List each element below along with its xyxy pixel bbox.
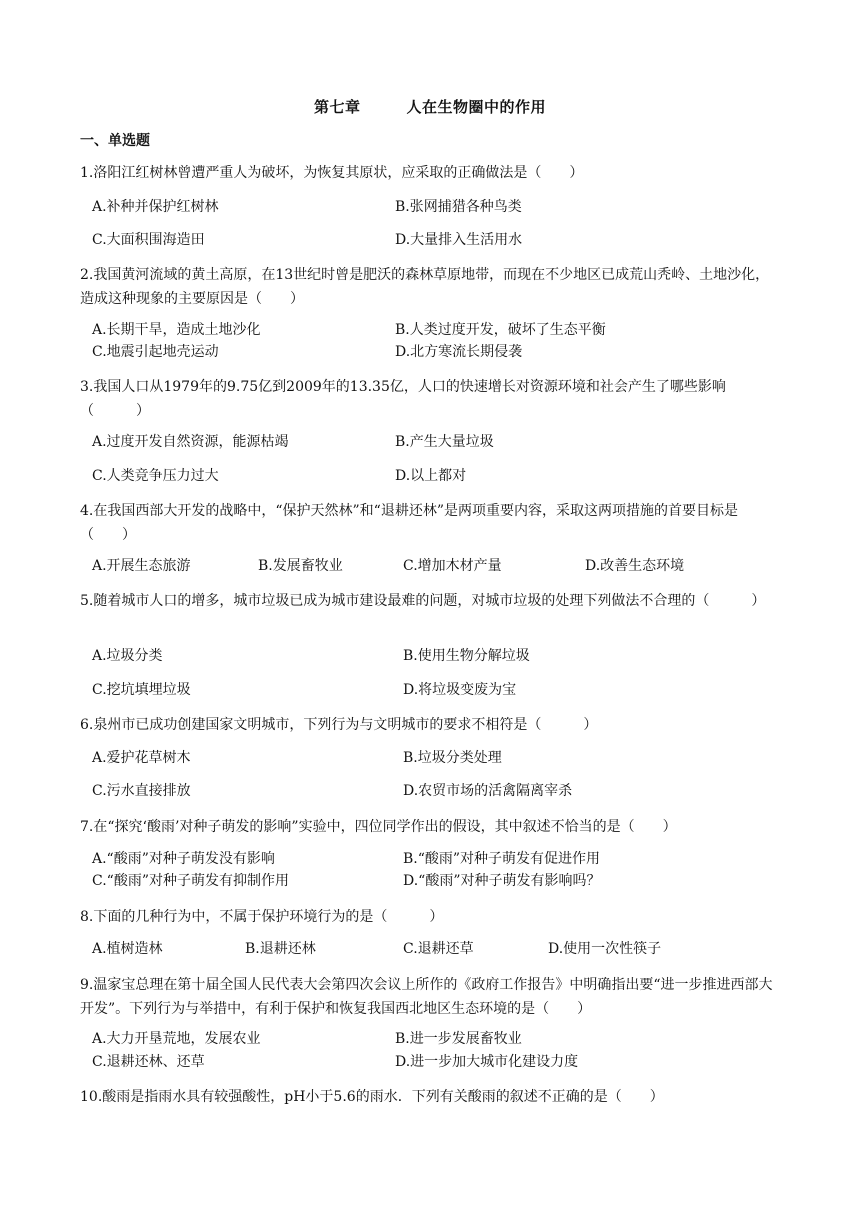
question-6-option-d[interactable]: D.农贸市场的活禽隔离宰杀 bbox=[403, 783, 573, 799]
question-7-option-b[interactable]: B.“酸雨”对种子萌发有促进作用 bbox=[403, 851, 601, 867]
question-1-option-a[interactable]: A.补种并保护红树林 bbox=[92, 199, 219, 215]
question-8-option-d[interactable]: D.使用一次性筷子 bbox=[548, 941, 662, 957]
question-7-option-c[interactable]: C.“酸雨”对种子萌发有抑制作用 bbox=[92, 873, 289, 889]
question-3-option-b[interactable]: B.产生大量垃圾 bbox=[395, 434, 494, 450]
question-8-stem: 8.下面的几种行为中，不属于保护环境行为的是（ ） bbox=[80, 909, 444, 925]
question-6-option-b[interactable]: B.垃圾分类处理 bbox=[403, 750, 502, 766]
question-4-option-a[interactable]: A.开展生态旅游 bbox=[92, 558, 191, 574]
question-8-option-b[interactable]: B.退耕还林 bbox=[245, 941, 316, 957]
question-6-stem: 6.泉州市已成功创建国家文明城市，下列行为与文明城市的要求不相符是（ ） bbox=[80, 717, 598, 733]
question-8-option-a[interactable]: A.植树造林 bbox=[92, 941, 163, 957]
question-4-option-c[interactable]: C.增加木材产量 bbox=[403, 558, 502, 574]
question-4-option-b[interactable]: B.发展畜牧业 bbox=[258, 558, 343, 574]
question-2-option-c[interactable]: C.地震引起地壳运动 bbox=[92, 344, 219, 360]
question-9-option-b[interactable]: B.进一步发展畜牧业 bbox=[395, 1031, 522, 1047]
question-1-stem: 1.洛阳江红树林曾遭严重人为破坏，为恢复其原状，应采取的正确做法是（ ） bbox=[80, 165, 584, 181]
question-9-option-d[interactable]: D.进一步加大城市化建设力度 bbox=[395, 1054, 579, 1070]
chapter-number: 第七章 bbox=[313, 98, 361, 116]
question-2-option-d[interactable]: D.北方寒流长期侵袭 bbox=[395, 344, 523, 360]
question-7-option-d[interactable]: D.“酸雨”对种子萌发有影响吗？ bbox=[403, 873, 601, 889]
page-title bbox=[0, 96, 860, 117]
question-5-option-d[interactable]: D.将垃圾变废为宝 bbox=[403, 682, 517, 698]
question-2-option-b[interactable]: B.人类过度开发，破坏了生态平衡 bbox=[395, 322, 606, 338]
question-9-option-a[interactable]: A.大力开垦荒地，发展农业 bbox=[92, 1031, 261, 1047]
question-9-option-c[interactable]: C.退耕还林、还草 bbox=[92, 1054, 205, 1070]
question-4-option-d[interactable]: D.改善生态环境 bbox=[585, 558, 685, 574]
question-9-stem: 9.温家宝总理在第十届全国人民代表大会第四次会议上所作的《政府工作报告》中明确指出要“进一步推进西部大开发”。下列行为与举措中，有利于保护和恢复我国西北地区生态环境的是（ ） bbox=[80, 977, 773, 1017]
question-6-option-c[interactable]: C.污水直接排放 bbox=[92, 783, 191, 799]
question-7-stem: 7.在“探究‘酸雨’对种子萌发的影响”实验中，四位同学作出的假设，其中叙述不恰当的是（ ） bbox=[80, 819, 677, 835]
question-1-option-c[interactable]: C.大面积围海造田 bbox=[92, 232, 205, 248]
question-3-stem: 3.我国人口从1979年的9.75亿到2009年的13.35亿，人口的快速增长对资源环境和社会产生了哪些影响（ ） bbox=[80, 379, 726, 419]
question-3-option-a[interactable]: A.过度开发自然资源，能源枯竭 bbox=[92, 434, 289, 450]
question-7-option-a[interactable]: A.“酸雨”对种子萌发没有影响 bbox=[92, 851, 275, 867]
chapter-name: 人在生物圈中的作用 bbox=[406, 98, 547, 116]
question-6-option-a[interactable]: A.爱护花草树木 bbox=[92, 750, 191, 766]
question-5-option-a[interactable]: A.垃圾分类 bbox=[92, 648, 163, 664]
question-5-option-c[interactable]: C.挖坑填埋垃圾 bbox=[92, 682, 191, 698]
question-5-stem: 5.随着城市人口的增多，城市垃圾已成为城市建设最难的问题，对城市垃圾的处理下列做法不合理的（ ） bbox=[80, 593, 766, 609]
question-10-stem: 10.酸雨是指雨水具有较强酸性，pH小于5.6的雨水．下列有关酸雨的叙述不正确的是（ ） bbox=[80, 1089, 664, 1105]
question-5-option-b[interactable]: B.使用生物分解垃圾 bbox=[403, 648, 530, 664]
section-heading: 一、单选题 bbox=[80, 133, 150, 149]
question-1-option-b[interactable]: B.张网捕猎各种鸟类 bbox=[395, 199, 522, 215]
question-8-option-c[interactable]: C.退耕还草 bbox=[403, 941, 474, 957]
question-1-option-d[interactable]: D.大量排入生活用水 bbox=[395, 232, 523, 248]
question-3-option-d[interactable]: D.以上都对 bbox=[395, 468, 467, 484]
question-2-option-a[interactable]: A.长期干旱，造成土地沙化 bbox=[92, 322, 261, 338]
question-4-stem: 4.在我国西部大开发的战略中，“保护天然林”和“退耕还林”是两项重要内容，采取这两项措施的首要目标是（ ） bbox=[80, 503, 738, 543]
question-2-stem: 2.我国黄河流域的黄土高原，在13世纪时曾是肥沃的森林草原地带，而现在不少地区已成荒山秃岭、土地沙化，造成这种现象的主要原因是（ ） bbox=[80, 267, 770, 307]
question-3-option-c[interactable]: C.人类竞争压力过大 bbox=[92, 468, 219, 484]
